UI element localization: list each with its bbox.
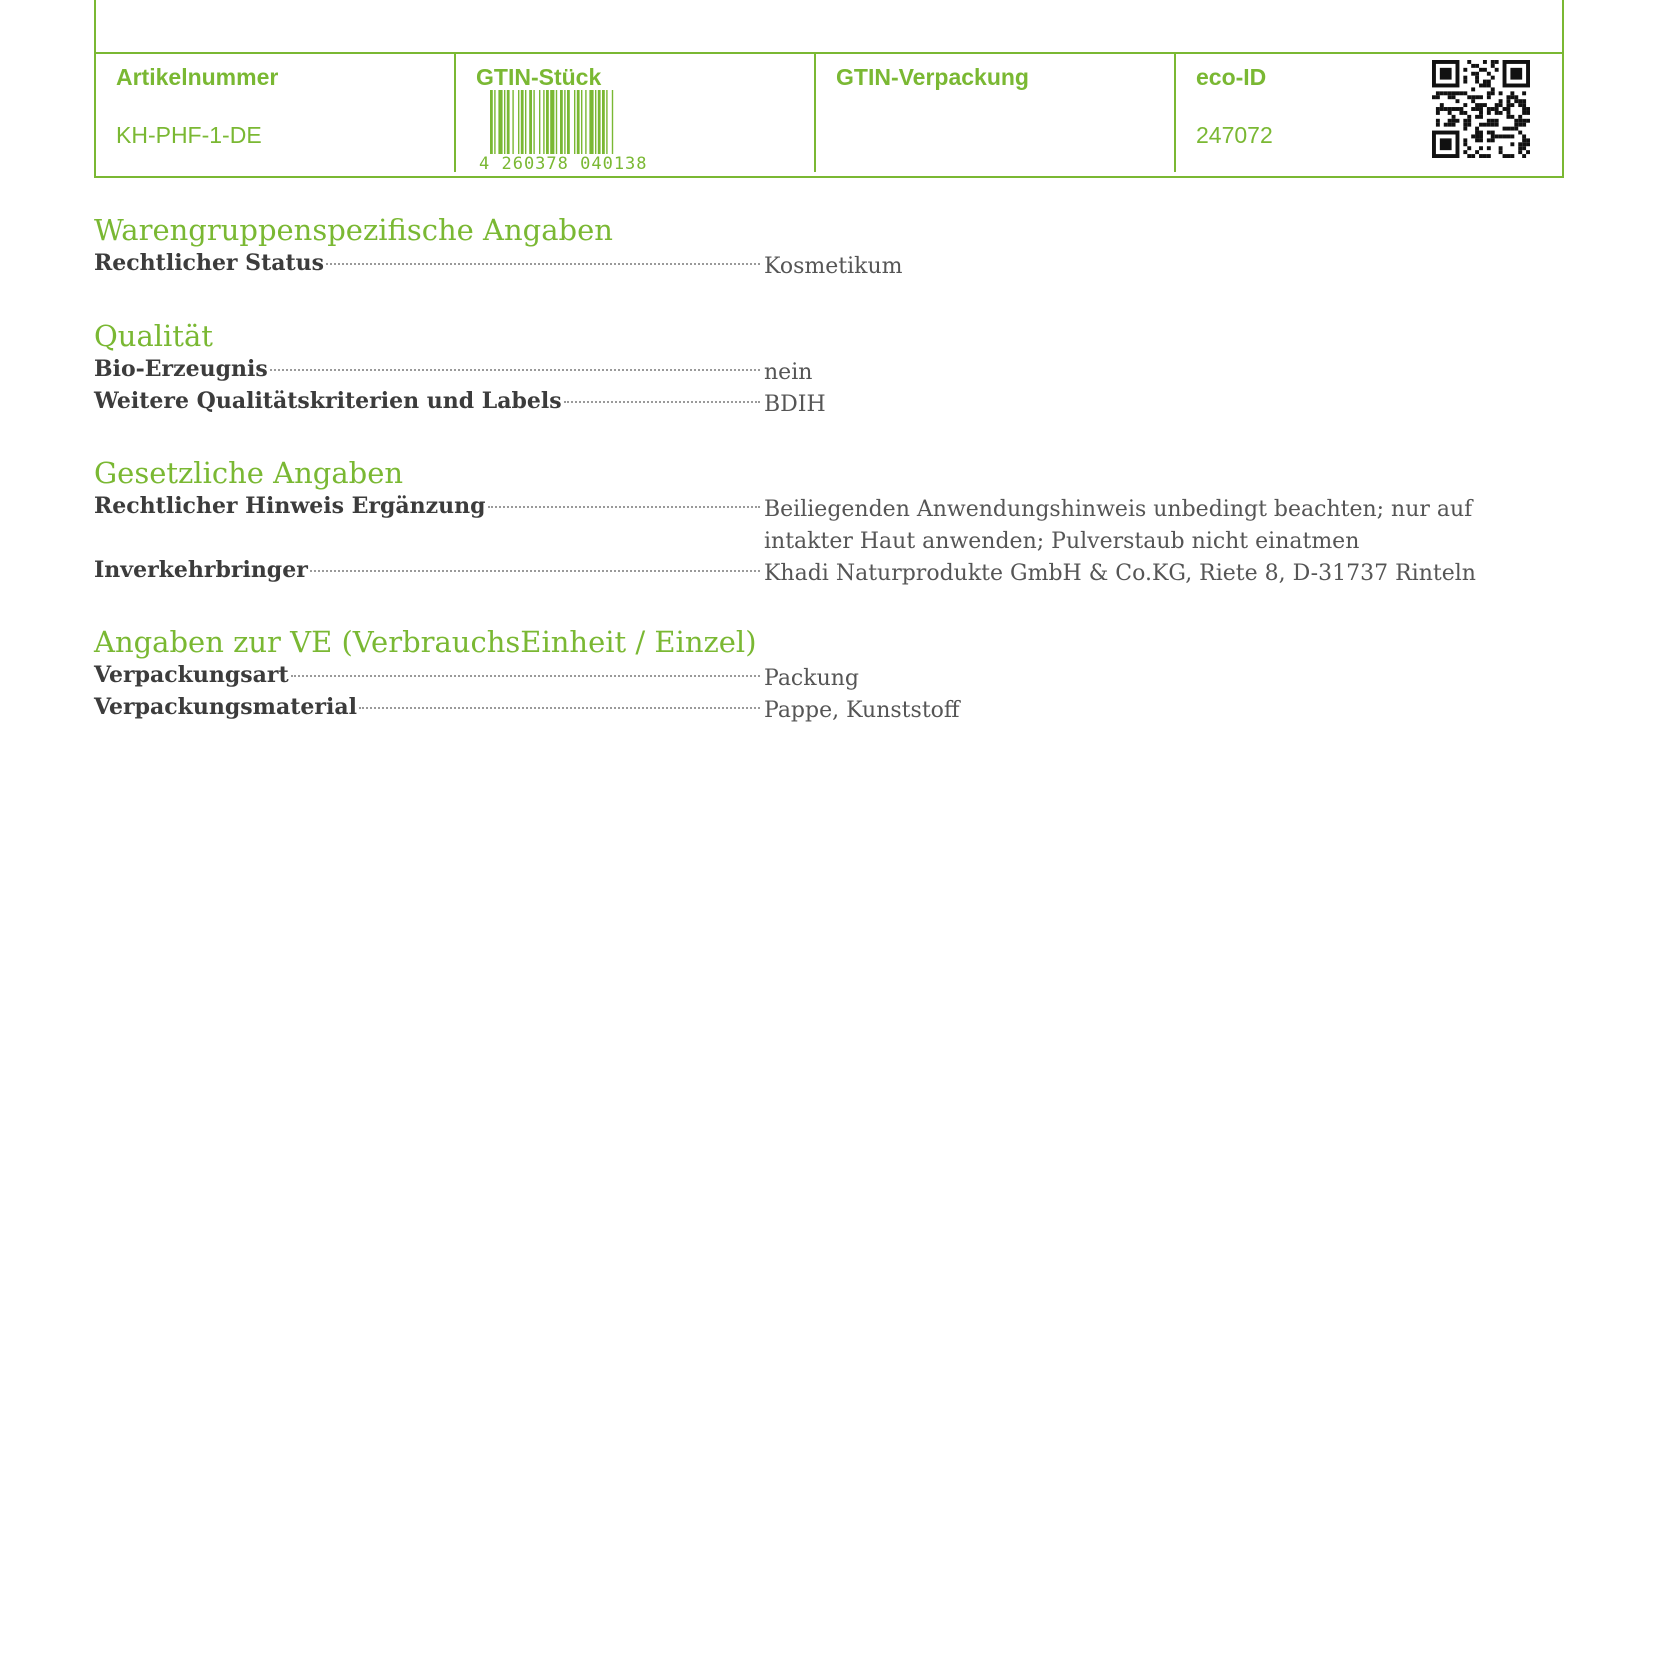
section-title: Angaben zur VE (VerbrauchsEinheit / Einzel): [94, 625, 757, 659]
ecoid-label: eco-ID: [1196, 64, 1267, 90]
gtin-verpackung-label: GTIN-Verpackung: [836, 64, 1029, 90]
artikelnummer-label: Artikelnummer: [116, 64, 279, 90]
attribute-value: BDIH: [764, 392, 826, 417]
section-verpackung: [94, 624, 1554, 724]
section-gesetzliche-angaben: [94, 455, 1554, 587]
gtin-stueck-cell: [456, 54, 816, 172]
attribute-key: Verpackungsmaterial: [94, 692, 760, 722]
attribute-row: [94, 248, 1554, 280]
attribute-row: [94, 386, 1554, 418]
attribute-value: Khadi Naturprodukte GmbH & Co.KG, Riete 8, D-31737 Rinteln: [764, 561, 1476, 586]
ecoid-value: 247072: [1196, 122, 1273, 148]
section-title: Warengruppenspezifische Angaben: [94, 213, 613, 247]
attribute-value: Beiliegenden Anwendungshinweis unbedingt beachten; nur auf intakter Haut anwenden; Pulverstaub nicht einatmen: [764, 497, 1473, 554]
attribute-key: Rechtlicher Hinweis Ergänzung: [94, 491, 760, 521]
ecoid-cell: [1176, 54, 1562, 174]
attribute-key: Rechtlicher Status: [94, 248, 760, 278]
attribute-row: [94, 660, 1554, 692]
artikelnummer-cell: [96, 54, 456, 172]
attribute-key: Bio-Erzeugnis: [94, 354, 760, 384]
attribute-value: nein: [764, 360, 813, 385]
gtin-stueck-label: GTIN-Stück: [476, 64, 602, 90]
attribute-row: [94, 354, 1554, 386]
attribute-row: [94, 555, 1554, 587]
artikelnummer-value: KH-PHF-1-DE: [116, 122, 262, 148]
attribute-row: [94, 491, 1554, 555]
attribute-value: Kosmetikum: [764, 254, 903, 279]
gtin-verpackung-cell: [816, 54, 1176, 172]
barcode-number: 4 260378 040138: [479, 154, 648, 174]
attribute-key: Verpackungsart: [94, 660, 760, 690]
attribute-row: [94, 692, 1554, 724]
section-title: Gesetzliche Angaben: [94, 456, 404, 490]
section-title: Qualität: [94, 319, 213, 353]
barcode-image: [478, 90, 648, 172]
section-warengruppe: [94, 212, 1554, 280]
qr-code-image: [1432, 60, 1530, 158]
attribute-value: Pappe, Kunststoff: [764, 698, 960, 723]
attribute-key: Inverkehrbringer: [94, 555, 760, 585]
section-qualitaet: [94, 318, 1554, 418]
attribute-value: Packung: [764, 666, 860, 691]
identifier-header-box: [94, 0, 1564, 178]
attribute-key: Weitere Qualitätskriterien und Labels: [94, 386, 760, 416]
